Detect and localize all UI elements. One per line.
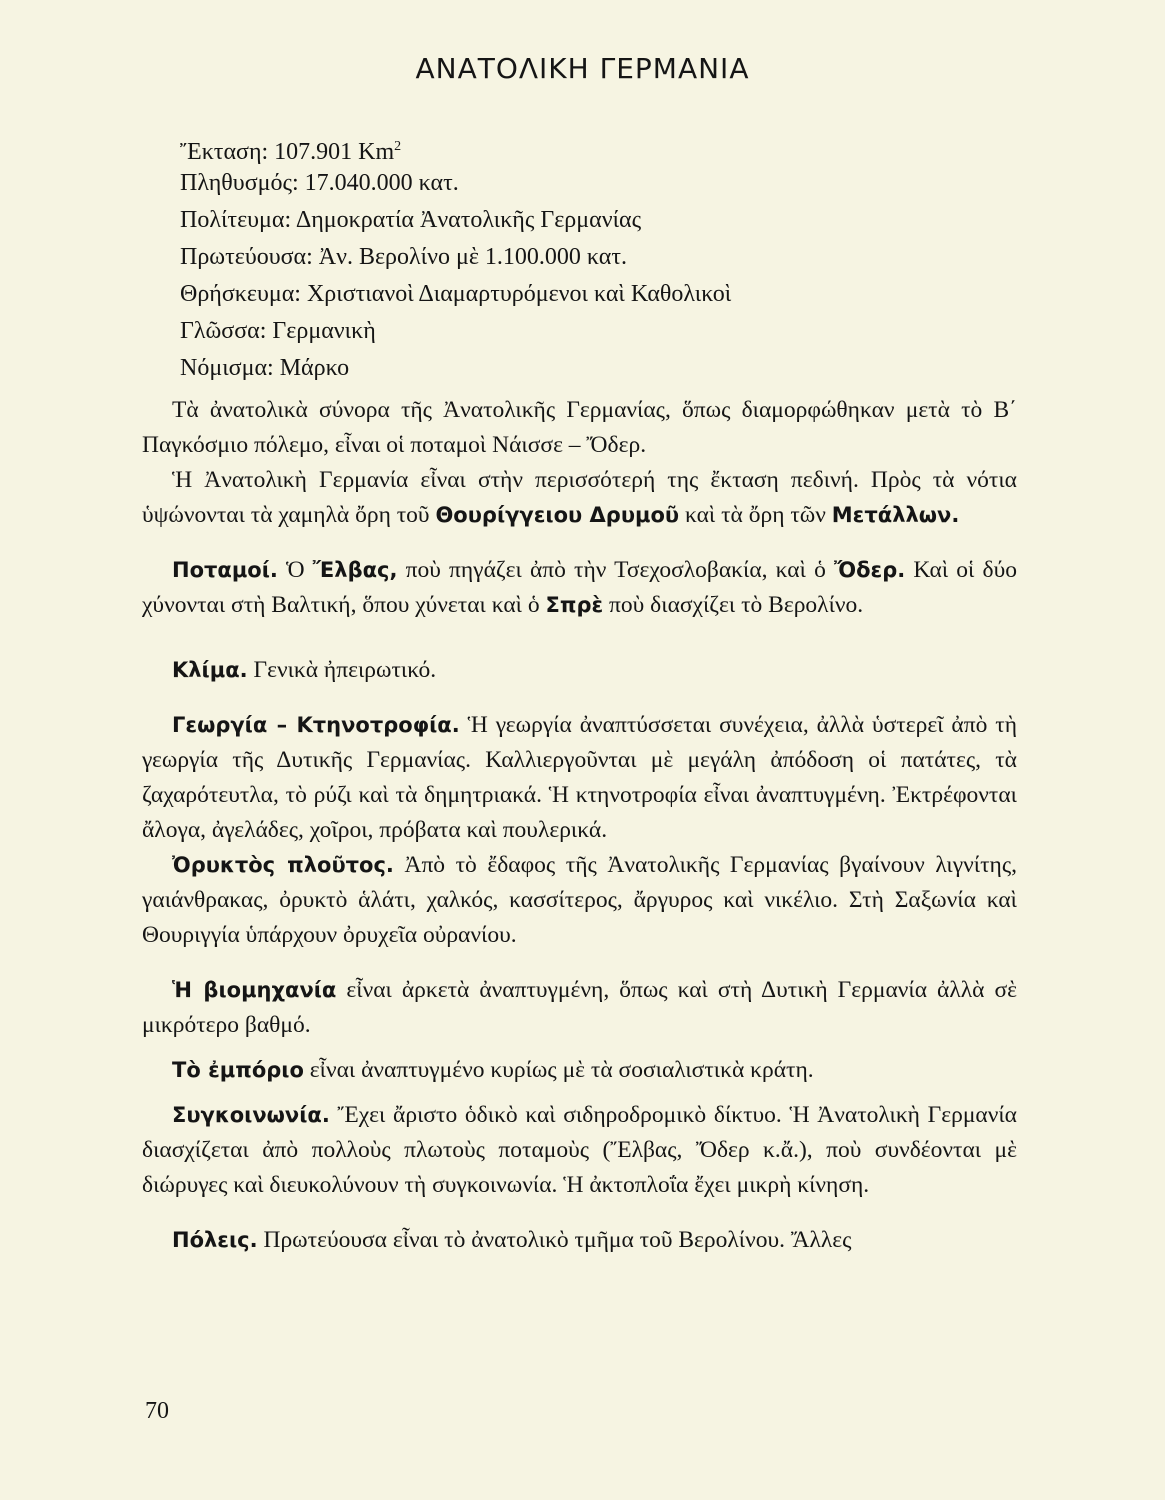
agriculture-heading: Γεωργία – Κτηνοτροφία.	[172, 713, 460, 737]
minerals-text: Ἀπὸ τὸ ἔδαφος τῆς Ἀνατολικῆς Γερμανίας βγαίνουν λιγνίτης, γαιάνθρακας, ὀρυκτὸ ἁλάτι, χαλκός, κασσίτερος, ἄργυρος καὶ νικέλιο. Στὴ Σαξωνία καὶ Θουριγγία ὑπάρχουν ὀρυχεῖα οὐρανίου.	[142, 852, 1017, 948]
paragraph-terrain	[142, 463, 1017, 533]
fact-area-text: Ἔκταση: 107.901 Km	[180, 139, 395, 165]
transport-text: Ἔχει ἄριστο ὁδικὸ καὶ σιδηροδρομικὸ δίκτυο. Ἡ Ἀνατολικὴ Γερμανία διασχίζεται ἀπὸ πολλοὺς πλωτοὺς ποταμοὺς (Ἔλβας, Ὄδερ κ.ἄ.), ποὺ συνδέονται μὲ διώρυγες καὶ διευκολύνουν τὴ συγκοινωνία. Ἡ ἀκτοπλοΐα ἔχει μικρὴ κίνηση.	[142, 1102, 1017, 1198]
transport-heading: Συγκοινωνία.	[172, 1103, 330, 1127]
climate-text: Γενικὰ ἠπειρωτικό.	[247, 657, 437, 683]
industry-text: εἶναι ἀρκετὰ ἀναπτυγμένη, ὅπως καὶ στὴ Δυτικὴ Γερμανία ἀλλὰ σὲ μικρότερο βαθμό.	[142, 977, 1017, 1038]
term-oder: Ὄδερ.	[834, 558, 906, 582]
terrain-text-a: Ἡ Ἀνατολικὴ Γερμανία εἶναι στὴν περισσότερή της ἔκταση πεδινή. Πρὸς τὰ νότια ὑψώνονται τὰ χαμηλὰ ὄρη τοῦ	[142, 467, 1017, 528]
paragraph-trade	[142, 1053, 1017, 1088]
rivers-text-e: ποὺ διασχίζει τὸ Βερολίνο.	[603, 592, 864, 618]
rivers-text-a: Ὁ	[277, 557, 313, 583]
fact-currency: Νόμισμα: Μάρκο	[180, 355, 350, 381]
rivers-heading: Ποταμοί.	[172, 558, 278, 582]
page-number: 70	[145, 1398, 169, 1424]
industry-heading: Ἡ βιομηχανία	[172, 978, 337, 1002]
paragraph-rivers	[142, 553, 1017, 623]
term-thuringian-forest: Θουρίγγειου Δρυμοῦ	[435, 503, 680, 527]
term-ore-mountains: Μετάλλων.	[831, 503, 960, 527]
fact-population: Πληθυσμός: 17.040.000 κατ.	[180, 170, 459, 196]
agriculture-text: Ἡ γεωργία ἀναπτύσσεται συνέχεια, ἀλλὰ ὑστερεῖ ἀπὸ τὴ γεωργία τῆς Δυτικῆς Γερμανίας. Καλλιεργοῦνται μὲ μεγάλη ἀπόδοση οἱ πατάτες, τὰ ζαχαρότευτλα, τὸ ρύζι καὶ τὰ δημητριακά. Ἡ κτηνοτροφία εἶναι ἀναπτυγμένη. Ἐκτρέφονται ἄλογα, ἀγελάδες, χοῖροι, πρόβατα καὶ πουλερικά.	[142, 712, 1018, 843]
fact-language: Γλῶσσα: Γερμανικὴ	[180, 318, 376, 344]
facts-list	[180, 128, 731, 387]
paragraph-cities	[142, 1223, 1017, 1258]
body-text	[142, 393, 1017, 1258]
paragraph-transport	[142, 1098, 1017, 1203]
trade-heading: Τὸ ἐμπόριο	[172, 1058, 304, 1082]
trade-text: εἶναι ἀναπτυγμένο κυρίως μὲ τὰ σοσιαλιστικὰ κράτη.	[303, 1057, 814, 1083]
fact-government: Πολίτευμα: Δημοκρατία Ἀνατολικῆς Γερμανίας	[180, 207, 642, 233]
paragraph-climate	[142, 653, 1017, 688]
fact-religion: Θρήσκευμα: Χριστιανοὶ Διαμαρτυρόμενοι καὶ Καθολικοὶ	[180, 281, 732, 307]
term-spree: Σπρὲ	[545, 593, 604, 617]
terrain-text-c: καὶ τὰ ὄρη τῶν	[679, 502, 832, 528]
fact-capital: Πρωτεύουσα: Ἀν. Βερολίνο μὲ 1.100.000 κατ.	[180, 244, 628, 270]
rivers-text-c: ποὺ πηγάζει ἀπὸ τὴν Τσεχοσλοβακία, καὶ ὁ	[397, 557, 835, 583]
paragraph-minerals	[142, 848, 1017, 953]
page-title: ΑΝΑΤΟΛΙΚΗ ΓΕΡΜΑΝΙΑ	[415, 52, 750, 85]
fact-area-superscript: 2	[394, 139, 402, 154]
paragraph-industry	[142, 973, 1017, 1043]
cities-text: Πρωτεύουσα εἶναι τὸ ἀνατολικὸ τμῆμα τοῦ Βερολίνου. Ἄλλες	[257, 1227, 852, 1253]
climate-heading: Κλίμα.	[172, 658, 248, 682]
cities-heading: Πόλεις.	[172, 1228, 258, 1252]
paragraph-borders: Τὰ ἀνατολικὰ σύνορα τῆς Ἀνατολικῆς Γερμανίας, ὅπως διαμορφώθηκαν μετὰ τὸ Β΄ Παγκόσμιο πόλεμο, εἶναι οἱ ποταμοὶ Νάισσε – Ὄδερ.	[142, 397, 1017, 458]
paragraph-agriculture	[142, 708, 1017, 848]
rivers-text-d: Καὶ οἱ δύο χύνονται στὴ Βαλτική, ὅπου χύνεται καὶ ὁ	[142, 557, 1017, 618]
minerals-heading: Ὀρυκτὸς πλοῦτος.	[172, 853, 394, 877]
fact-area	[180, 128, 731, 165]
term-elbe: Ἔλβας,	[312, 558, 398, 582]
